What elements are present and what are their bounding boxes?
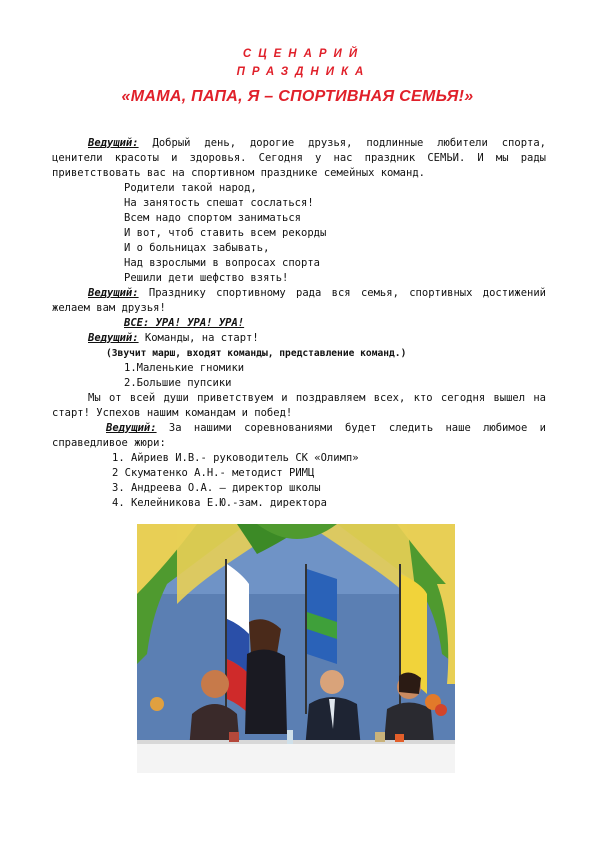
poem-line: Решили дети шефство взять!: [124, 272, 289, 284]
speaker-label: Ведущий:: [88, 332, 139, 344]
photo-jury-at-table-icon: [137, 524, 455, 773]
poem-line: На занятость спешат сослаться!: [124, 197, 314, 209]
paragraph-greeting: Мы от всей души приветствуем и поздравляем всех, кто сегодня вышел на старт! Успехов нашим командам и побед!: [52, 392, 546, 419]
all-shout: ВСЕ: УРА! УРА! УРА!: [124, 317, 245, 329]
paragraph-celebration: [52, 286, 546, 316]
paragraph-start: [52, 331, 546, 346]
team-item: 2.Большие пупсики: [124, 377, 232, 389]
title-scenario: СЦЕНАРИЙ: [242, 48, 365, 60]
poem-line: И вот, чтоб ставить всем рекорды: [124, 227, 327, 239]
poem-line: И о больницах забывать,: [124, 242, 270, 254]
jury-item: 3. Андреева О.А. – директор школы: [112, 482, 321, 494]
jury-item: 2 Скуматенко А.Н.- методист РИМЦ: [112, 467, 315, 479]
speaker-label: Ведущий:: [106, 422, 157, 434]
poem: [52, 181, 546, 286]
paragraph-text: Празднику спортивному рада вся семья, спортивных достижений желаем вам друзья!: [52, 287, 546, 314]
jury-item: 4. Келейникова Е.Ю.-зам. директора: [112, 497, 327, 509]
title-main: «МАМА, ПАПА, Я – СПОРТИВНАЯ СЕМЬЯ!»: [121, 88, 474, 105]
stage-direction: (Звучит марш, входят команды, представление команд.): [106, 348, 407, 359]
poem-line: Всем надо спортом заниматься: [124, 212, 302, 224]
paragraph-text: Добрый день, дорогие друзья, подлинные любители спорта, ценители красоты и здоровья. Сегодня у нас праздник СЕМЬИ. И мы рады приветствовать вас на спортивном празднике семейных команд.: [52, 137, 546, 179]
poem-line: Над взрослыми в вопросах спорта: [124, 257, 320, 269]
paragraph-intro: [52, 136, 546, 181]
jury-item: 1. Айриев И.В.- руководитель СК «Олимп»: [112, 452, 359, 464]
speaker-label: Ведущий:: [88, 137, 139, 149]
paragraph-text: Команды, на старт!: [138, 332, 259, 344]
team-item: 1.Маленькие гномики: [124, 362, 245, 374]
jury-photo: [137, 524, 455, 773]
poem-line: Родители такой народ,: [124, 182, 257, 194]
paragraph-jury-intro: [52, 421, 546, 451]
jury-list: [52, 451, 546, 511]
paragraph-text: За нашими соревнованиями будет следить наше любимое и справедливое жюри:: [52, 422, 546, 449]
title-holiday: ПРАЗДНИКА: [236, 66, 371, 78]
script-text: [52, 136, 546, 511]
speaker-label: Ведущий:: [88, 287, 139, 299]
